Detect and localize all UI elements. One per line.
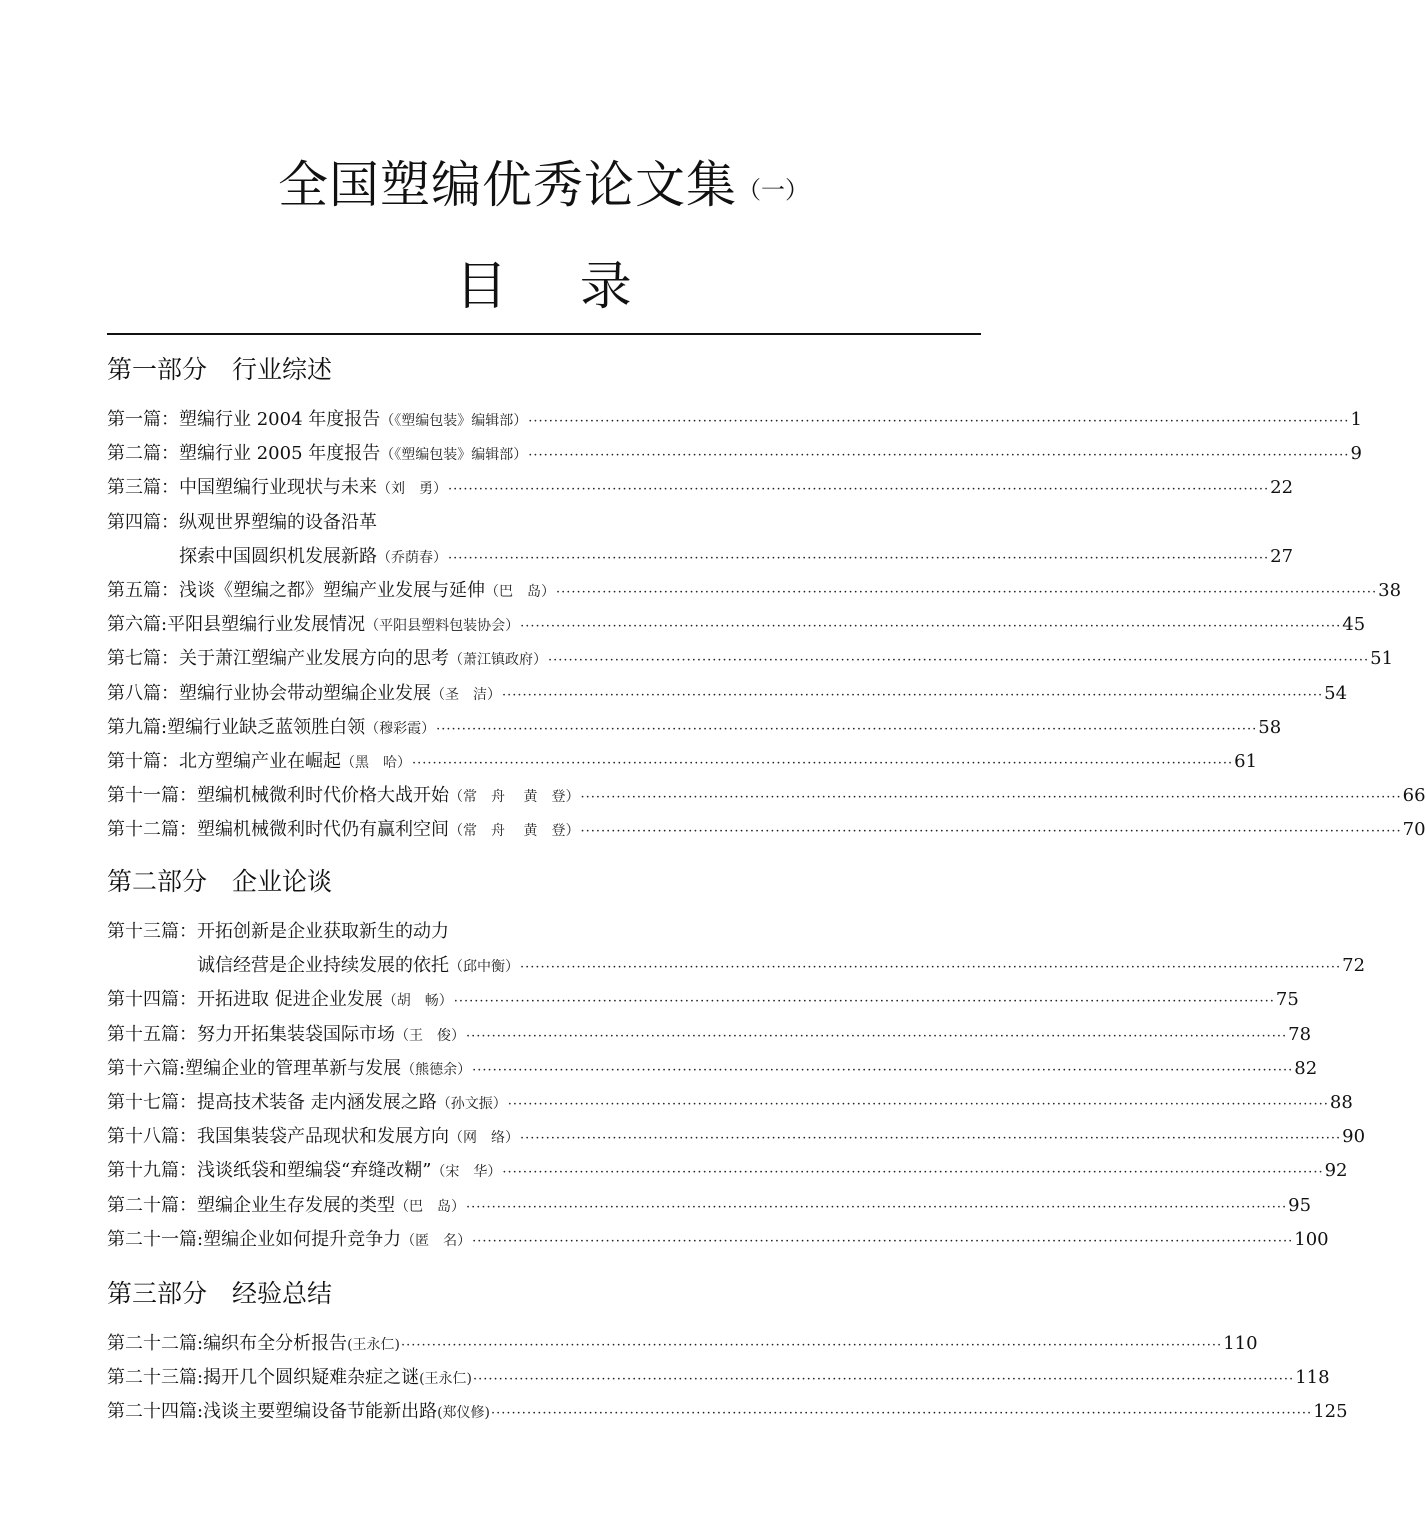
entry-title: 塑编企业如何提升竞争力 bbox=[203, 1228, 402, 1250]
entry-author: （穆彩霞） bbox=[365, 720, 436, 737]
entry-page: 9 bbox=[1350, 443, 1362, 465]
entry-title: 浅谈主要塑编设备节能新出路 bbox=[203, 1401, 438, 1423]
entry-author: （《塑编包装》编辑部） bbox=[380, 413, 528, 429]
entry-page: 125 bbox=[1313, 1401, 1348, 1423]
toc-heading: 目 录 bbox=[455, 257, 660, 317]
entry-title: 中国塑编行业现状与未来 bbox=[179, 477, 377, 499]
toc-entry bbox=[107, 1018, 1312, 1052]
entry-title: 塑编行业 2005 年度报告 bbox=[179, 443, 381, 465]
entry-page: 82 bbox=[1294, 1057, 1318, 1079]
leader-dots: ································································································································································ bbox=[472, 1233, 1294, 1249]
section-heading: 第二部分 企业论谈 bbox=[107, 867, 333, 896]
entry-page: 100 bbox=[1294, 1228, 1329, 1250]
entry-label: 第八篇： bbox=[107, 682, 179, 704]
entry-title: 浅谈《塑编之都》塑编产业发展与延伸 bbox=[179, 580, 485, 601]
entry-page: 90 bbox=[1342, 1126, 1366, 1148]
toc-entry-first-line bbox=[107, 915, 449, 949]
entry-page: 72 bbox=[1342, 955, 1366, 977]
leader-dots: ································································································································································ bbox=[502, 1165, 1324, 1181]
entry-title: 揭开几个圆织疑难杂症之谜 bbox=[203, 1367, 420, 1389]
entry-author: (郑仪修) bbox=[437, 1405, 491, 1422]
entry-label: 第六篇: bbox=[107, 614, 168, 636]
entry-page: 95 bbox=[1288, 1194, 1312, 1216]
entry-page: 66 bbox=[1402, 785, 1426, 807]
entry-label: 第十三篇： bbox=[107, 921, 197, 942]
entry-title: 塑编机械微利时代仍有赢利空间 bbox=[197, 819, 449, 841]
entry-title: 努力开拓集装袋国际市场 bbox=[197, 1023, 395, 1045]
entry-author: （邱中衡） bbox=[449, 959, 519, 976]
toc-entry bbox=[107, 1052, 1318, 1086]
entry-title: 塑编企业的管理革新与发展 bbox=[185, 1057, 402, 1079]
entry-title: 塑编行业协会带动塑编企业发展 bbox=[179, 682, 431, 704]
leader-dots: ································································································································································ bbox=[448, 482, 1270, 498]
leader-dots: ································································································································································ bbox=[401, 1338, 1223, 1353]
entry-page: 1 bbox=[1350, 409, 1362, 430]
entry-label: 第二十篇： bbox=[107, 1194, 197, 1216]
entry-author: （孙文振） bbox=[436, 1096, 507, 1112]
entry-page: 110 bbox=[1223, 1333, 1258, 1354]
toc-entry bbox=[107, 983, 1299, 1017]
entry-title-continued: 探索中国圆织机发展新路 bbox=[179, 545, 377, 567]
toc-entry bbox=[107, 1395, 1348, 1429]
entry-author: （熊德余） bbox=[401, 1061, 472, 1078]
leader-dots: ································································································································································ bbox=[473, 1372, 1295, 1388]
entry-author: （萧江镇政府） bbox=[449, 652, 547, 669]
entry-title: 开拓进取 促进企业发展 bbox=[197, 989, 383, 1011]
entry-label: 第十八篇： bbox=[107, 1126, 197, 1148]
toc-entry bbox=[179, 540, 1294, 574]
toc-entry-first-line bbox=[107, 506, 377, 540]
entry-author: （匿 名） bbox=[401, 1232, 472, 1249]
entry-author: （宋 华） bbox=[431, 1164, 502, 1181]
toc-entry bbox=[107, 1189, 1312, 1223]
entry-page: 51 bbox=[1370, 648, 1394, 670]
entry-label: 第九篇: bbox=[107, 716, 168, 738]
entry-author: (王永仁) bbox=[347, 1337, 401, 1353]
toc-entry bbox=[107, 711, 1282, 745]
toc-entry bbox=[107, 471, 1294, 505]
entry-label: 第十九篇： bbox=[107, 1160, 197, 1182]
toc-entry bbox=[107, 1154, 1348, 1188]
entry-title: 我国集装袋产品现状和发展方向 bbox=[197, 1126, 449, 1148]
entry-label: 第一篇： bbox=[107, 409, 179, 430]
leader-dots: ································································································································································ bbox=[520, 619, 1342, 635]
leader-dots: ································································································································································ bbox=[580, 824, 1402, 840]
entry-label: 第十篇： bbox=[107, 751, 179, 772]
entry-label: 第十一篇： bbox=[107, 785, 197, 807]
entry-title: 塑编机械微利时代价格大战开始 bbox=[197, 785, 449, 807]
entry-page: 54 bbox=[1324, 682, 1348, 704]
book-title bbox=[0, 150, 1087, 225]
entry-label: 第二十一篇: bbox=[107, 1228, 204, 1250]
entry-label: 第二篇： bbox=[107, 443, 179, 465]
entry-page: 38 bbox=[1378, 580, 1402, 601]
entry-title: 纵观世界塑编的设备沿革 bbox=[179, 511, 377, 533]
entry-label: 第二十三篇: bbox=[107, 1367, 204, 1389]
entry-author: （平阳县塑料包装协会） bbox=[365, 618, 520, 635]
toc-entry bbox=[107, 1120, 1366, 1154]
section-heading: 第一部分 行业综述 bbox=[107, 355, 333, 384]
entry-author: （刘 勇） bbox=[377, 481, 447, 498]
entry-title-continued: 诚信经营是企业持续发展的依托 bbox=[197, 955, 449, 977]
entry-label: 第四篇： bbox=[107, 511, 179, 533]
toc-entry bbox=[107, 403, 1362, 437]
entry-label: 第十四篇： bbox=[107, 989, 197, 1011]
entry-label: 第十五篇： bbox=[107, 1023, 197, 1045]
entry-page: 61 bbox=[1234, 751, 1258, 772]
book-title-main: 全国塑编优秀论文集 bbox=[278, 156, 737, 214]
book-title-volume: （一） bbox=[737, 176, 809, 204]
entry-author: （王 俊） bbox=[395, 1027, 465, 1044]
leader-dots: ································································································································································ bbox=[528, 448, 1350, 464]
leader-dots: ································································································································································ bbox=[436, 721, 1258, 737]
entry-label: 第五篇： bbox=[107, 580, 179, 601]
toc-entry bbox=[107, 813, 1426, 847]
entry-label: 第七篇： bbox=[107, 648, 179, 670]
leader-dots: ································································································································································ bbox=[507, 1097, 1329, 1112]
leader-dots: ································································································································································ bbox=[548, 653, 1370, 669]
toc-entry bbox=[107, 608, 1366, 642]
leader-dots: ································································································································································ bbox=[491, 1406, 1313, 1422]
toc-entry bbox=[107, 677, 1348, 711]
entry-author: （网 络） bbox=[449, 1130, 519, 1147]
entry-page: 118 bbox=[1295, 1367, 1330, 1389]
entry-author: （巴 岛） bbox=[485, 584, 555, 600]
toc-entry bbox=[107, 642, 1394, 676]
leader-dots: ································································································································································ bbox=[528, 414, 1350, 429]
entry-label: 第十二篇： bbox=[107, 819, 197, 841]
entry-title: 浅谈纸袋和塑编袋“弃缝改糊” bbox=[197, 1160, 432, 1182]
leader-dots: ································································································································································ bbox=[580, 790, 1402, 806]
entry-author: （乔荫春） bbox=[377, 549, 447, 566]
entry-title: 塑编行业 2004 年度报告 bbox=[179, 409, 381, 430]
entry-page: 45 bbox=[1342, 614, 1366, 636]
leader-dots: ································································································································································ bbox=[466, 1028, 1288, 1044]
toc-entry bbox=[107, 1086, 1353, 1120]
entry-label: 第二十四篇: bbox=[107, 1401, 204, 1423]
entry-title: 编织布全分析报告 bbox=[203, 1333, 348, 1354]
toc-entry bbox=[107, 1223, 1329, 1257]
entry-author: （黑 哈） bbox=[341, 755, 411, 771]
entry-page: 58 bbox=[1258, 716, 1282, 738]
entry-page: 92 bbox=[1324, 1160, 1348, 1182]
leader-dots: ································································································································································ bbox=[556, 585, 1378, 600]
entry-label: 第十七篇： bbox=[107, 1092, 197, 1113]
entry-label: 第二十二篇: bbox=[107, 1333, 204, 1354]
leader-dots: ································································································································································ bbox=[520, 960, 1342, 976]
entry-title: 北方塑编产业在崛起 bbox=[179, 751, 341, 772]
entry-title: 关于萧江塑编产业发展方向的思考 bbox=[179, 648, 449, 670]
entry-author: （常 舟 黄 登） bbox=[449, 823, 580, 840]
leader-dots: ································································································································································ bbox=[472, 1062, 1294, 1078]
entry-page: 78 bbox=[1288, 1023, 1312, 1045]
toc-entry bbox=[107, 779, 1426, 813]
entry-page: 27 bbox=[1270, 545, 1294, 567]
section-heading: 第三部分 经验总结 bbox=[107, 1279, 333, 1308]
entry-page: 22 bbox=[1270, 477, 1294, 499]
leader-dots: ································································································································································ bbox=[412, 756, 1234, 771]
entry-page: 88 bbox=[1329, 1092, 1353, 1113]
entry-title: 塑编行业缺乏蓝领胜白领 bbox=[167, 716, 366, 738]
entry-title: 塑编企业生存发展的类型 bbox=[197, 1194, 395, 1216]
toc-entry bbox=[107, 745, 1258, 779]
leader-dots: ································································································································································ bbox=[520, 1131, 1342, 1147]
entry-page: 70 bbox=[1402, 819, 1426, 841]
toc-entry bbox=[107, 437, 1362, 471]
leader-dots: ································································································································································ bbox=[448, 550, 1270, 566]
entry-page: 75 bbox=[1275, 989, 1299, 1011]
entry-author: （胡 畅） bbox=[382, 993, 453, 1010]
entry-author: （《塑编包装》编辑部） bbox=[380, 447, 528, 464]
leader-dots: ································································································································································ bbox=[466, 1199, 1288, 1215]
entry-title: 开拓创新是企业获取新生的动力 bbox=[197, 921, 449, 942]
entry-author: （常 舟 黄 登） bbox=[449, 789, 580, 806]
leader-dots: ································································································································································ bbox=[453, 994, 1275, 1010]
entry-author: (王永仁) bbox=[419, 1371, 473, 1388]
entry-author: （巴 岛） bbox=[395, 1198, 465, 1215]
entry-title: 平阳县塑编行业发展情况 bbox=[167, 614, 366, 636]
heading-rule bbox=[107, 333, 981, 335]
toc-entry bbox=[107, 1327, 1258, 1361]
entry-title: 提高技术装备 走内涵发展之路 bbox=[197, 1092, 437, 1113]
toc-entry bbox=[197, 949, 1366, 983]
entry-label: 第十六篇: bbox=[107, 1057, 186, 1079]
entry-author: （圣 洁） bbox=[431, 686, 501, 703]
leader-dots: ································································································································································ bbox=[502, 687, 1324, 703]
entry-label: 第三篇： bbox=[107, 477, 179, 499]
toc-entry bbox=[107, 574, 1402, 608]
toc-entry bbox=[107, 1361, 1330, 1395]
